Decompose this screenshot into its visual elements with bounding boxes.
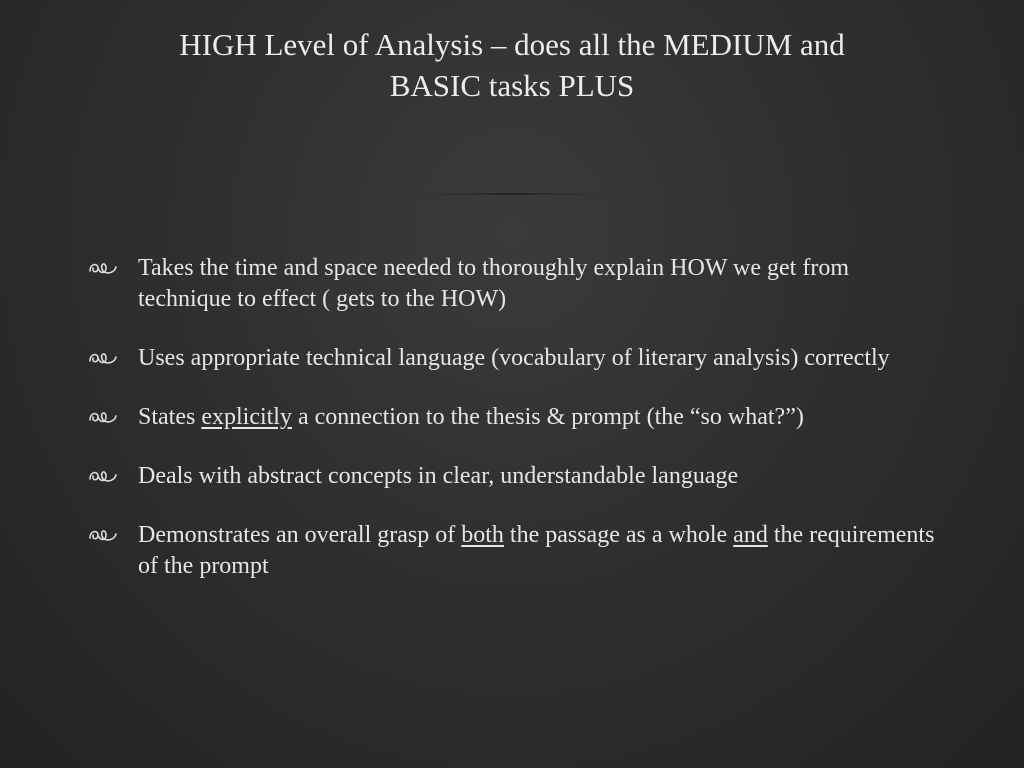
bullet-item	[88, 253, 948, 315]
bullet-text-part: States	[138, 404, 202, 430]
bullet-item	[88, 343, 948, 374]
bullet-item	[88, 461, 948, 492]
title-divider	[420, 193, 604, 195]
title-line-1: HIGH Level of Analysis – does all the MEDIUM and	[179, 27, 845, 62]
bullet-text-part: a connection to the thesis & prompt (the “so what?”)	[291, 404, 804, 430]
slide-title	[80, 24, 944, 106]
bullet-text	[138, 402, 804, 433]
bullet-text: Deals with abstract concepts in clear, understandable language	[138, 463, 739, 489]
curlicue-bullet-icon	[88, 461, 138, 491]
title-line-2: BASIC tasks PLUS	[389, 68, 635, 103]
bullet-text-emphasis: and	[733, 522, 768, 548]
curlicue-bullet-icon	[88, 520, 138, 550]
bullet-text: Takes the time and space needed to thoroughly explain HOW we get from technique to effect ( gets to the HOW)	[138, 255, 849, 312]
curlicue-bullet-icon	[88, 343, 138, 373]
bullet-text-part: the passage as a whole	[503, 522, 734, 548]
curlicue-bullet-icon	[88, 402, 138, 432]
curlicue-bullet-icon	[88, 253, 138, 283]
bullet-item	[88, 402, 948, 433]
bullet-item	[88, 520, 948, 582]
bullet-text-emphasis: explicitly	[201, 404, 292, 430]
bullet-text-part: the requirements of the prompt	[138, 522, 935, 579]
bullet-list	[88, 253, 948, 610]
bullet-text	[138, 520, 948, 582]
bullet-text: Uses appropriate technical language (vocabulary of literary analysis) correctly	[138, 345, 890, 371]
bullet-text-part: Demonstrates an overall grasp of	[138, 522, 462, 548]
bullet-text-emphasis: both	[461, 522, 504, 548]
